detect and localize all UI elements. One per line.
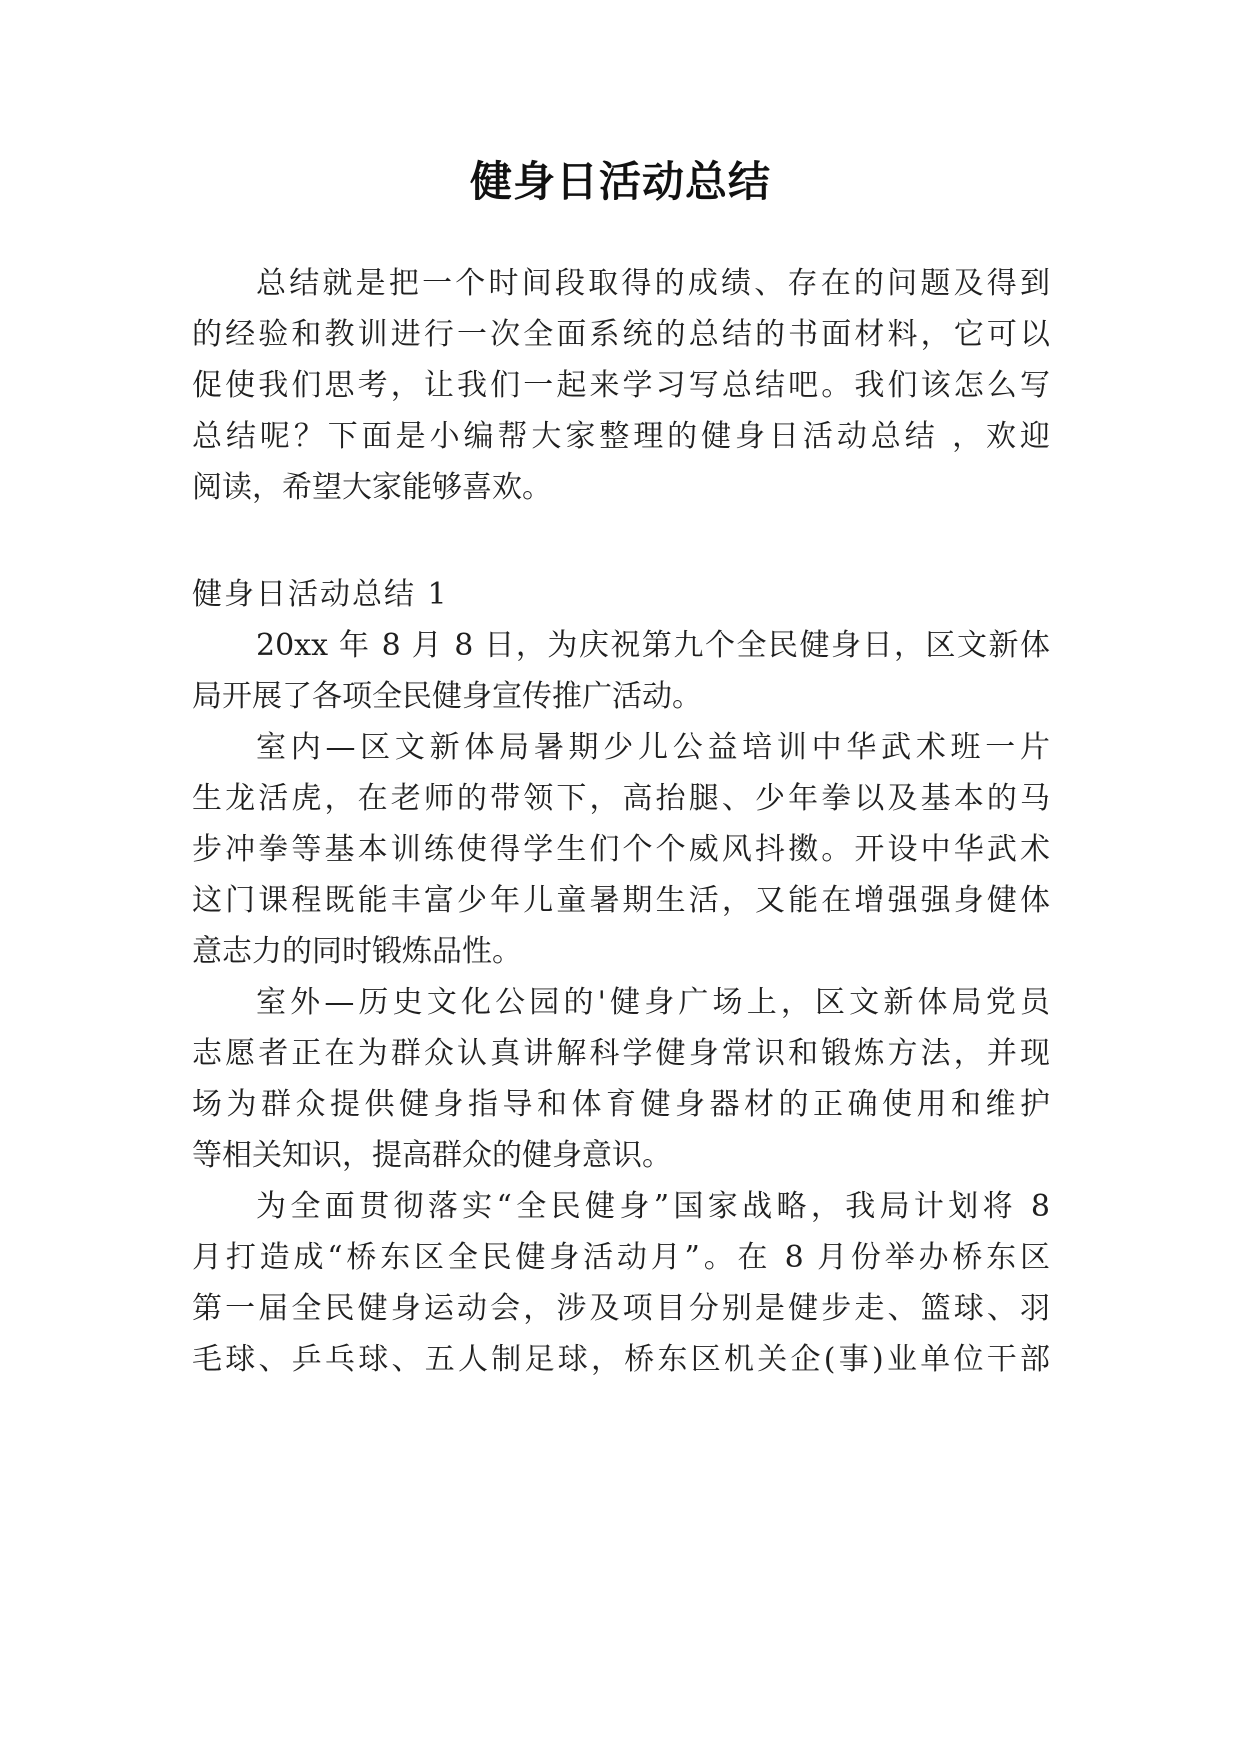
- para2-line-1: 室内—区文新体局暑期少儿公益培训中华武术班一片: [256, 730, 1050, 765]
- para3-line-3: 场为群众提供健身指导和体育健身器材的正确使用和维护: [192, 1087, 1050, 1122]
- para3-line-1: 室外—历史文化公园的'健身广场上，区文新体局党员: [256, 985, 1050, 1020]
- para2-line-5: 意志力的同时锻炼品性。: [192, 934, 522, 969]
- para3-line-4: 等相关知识，提高群众的健身意识。: [192, 1138, 672, 1173]
- para1-line-1: 20xx 年 8 月 8 日，为庆祝第九个全民健身日，区文新体: [256, 628, 1050, 663]
- intro-line-2: 的经验和教训进行一次全面系统的总结的书面材料，它可以: [192, 317, 1050, 352]
- para4-line-4: 毛球、乒乓球、五人制足球，桥东区机关企(事)业单位干部: [192, 1342, 1050, 1377]
- para4-line-2: 月打造成“桥东区全民健身活动月”。在 8 月份举办桥东区: [192, 1240, 1050, 1275]
- para4-line-3: 第一届全民健身运动会，涉及项目分别是健步走、篮球、羽: [192, 1291, 1050, 1326]
- intro-line-4: 总结呢？下面是小编帮大家整理的健身日活动总结 ，欢迎: [192, 419, 1050, 454]
- document-title: 健身日活动总结: [469, 157, 771, 206]
- intro-line-5: 阅读，希望大家能够喜欢。: [192, 470, 552, 505]
- para4-line-1: 为全面贯彻落实“全民健身”国家战略，我局计划将 8: [256, 1189, 1050, 1224]
- para3-line-2: 志愿者正在为群众认真讲解科学健身常识和锻炼方法，并现: [192, 1036, 1050, 1071]
- para2-line-3: 步冲拳等基本训练使得学生们个个威风抖擞。开设中华武术: [192, 832, 1050, 867]
- section-heading: 健身日活动总结 1: [192, 577, 449, 612]
- para2-line-2: 生龙活虎，在老师的带领下，高抬腿、少年拳以及基本的马: [192, 781, 1050, 816]
- para2-line-4: 这门课程既能丰富少年儿童暑期生活，又能在增强强身健体: [192, 883, 1050, 918]
- intro-line-1: 总结就是把一个时间段取得的成绩、存在的问题及得到: [256, 266, 1050, 301]
- para1-line-2: 局开展了各项全民健身宣传推广活动。: [192, 679, 702, 714]
- intro-line-3: 促使我们思考，让我们一起来学习写总结吧。我们该怎么写: [192, 368, 1050, 403]
